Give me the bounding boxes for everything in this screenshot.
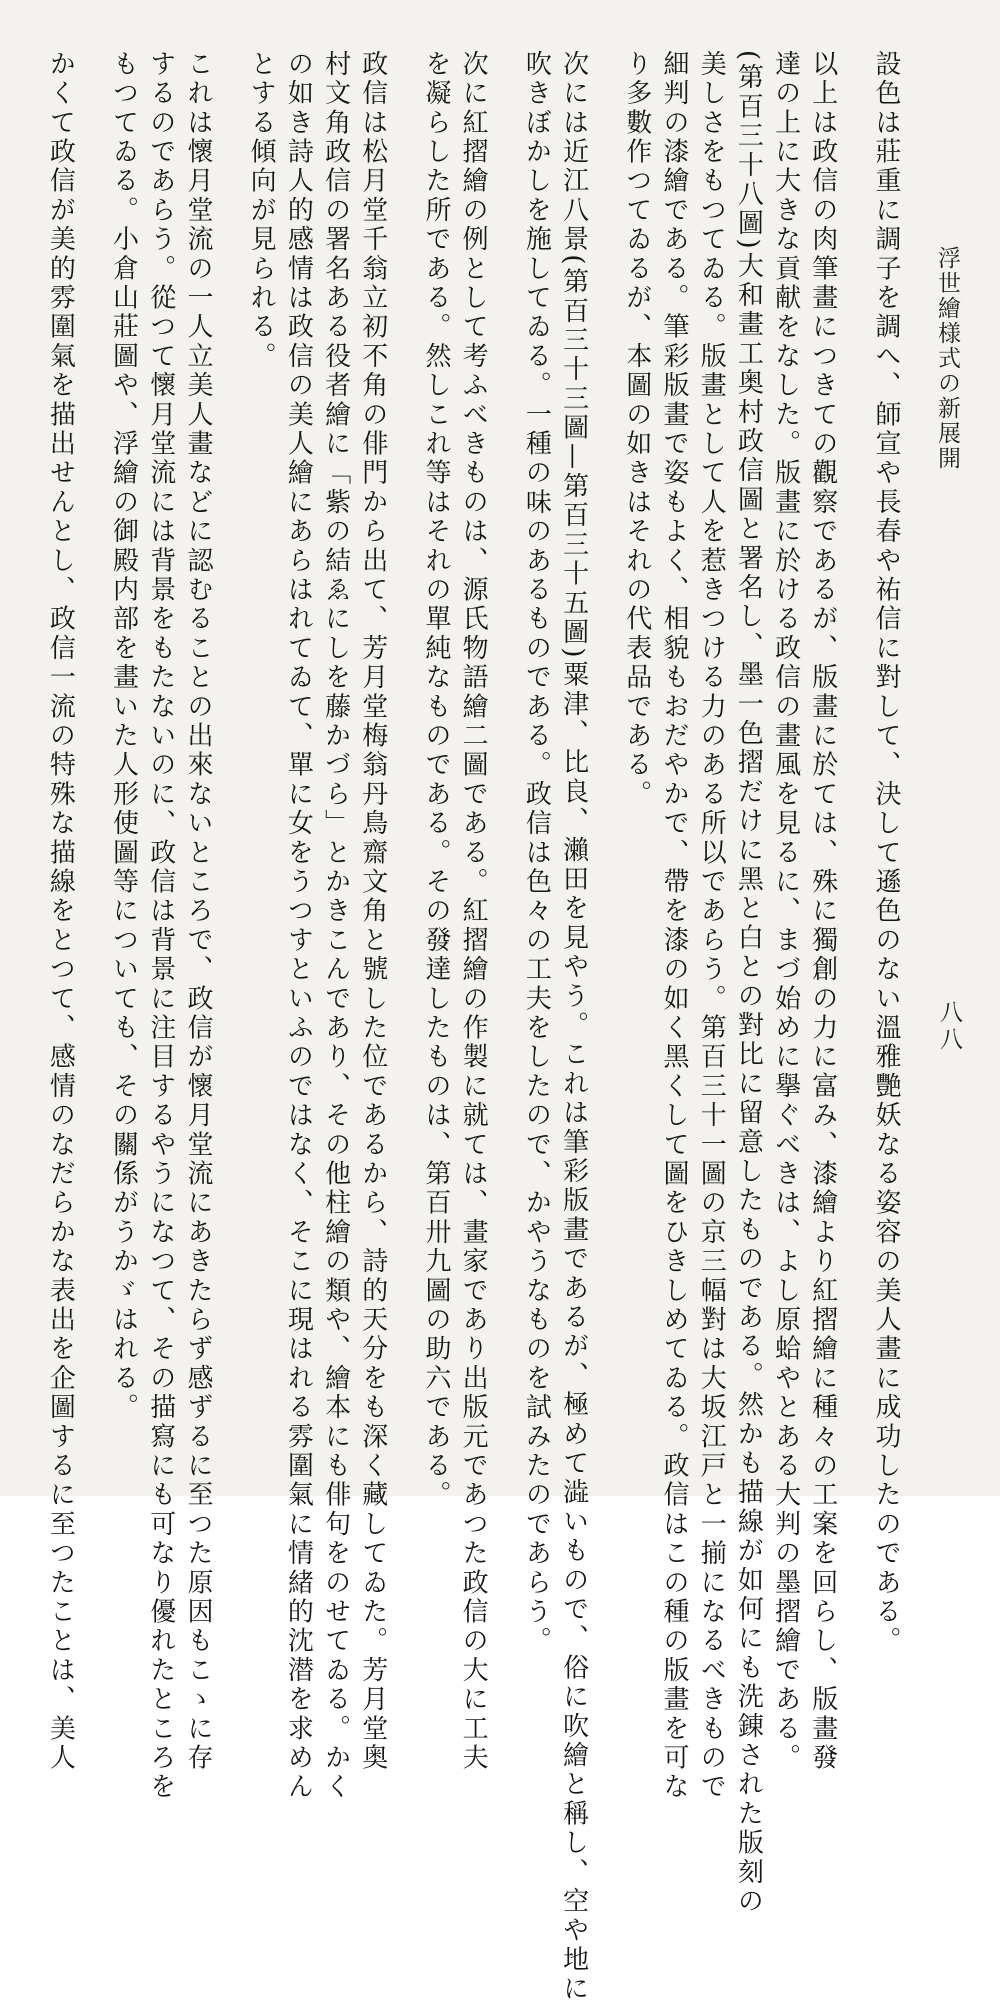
text-column: 設色は莊重に調子を調へ、師宣や長春や祐信に對して、決して遜色のない溫雅艷妖なる姿容の美人畫に成功したのである。 <box>871 50 901 1656</box>
body-text <box>45 50 904 2004</box>
page-number: 八八 <box>936 1000 962 1054</box>
text-column: 細判の漆繪である。筆彩版畫で姿もよく、相貌もおだやかで、帶を漆の如く黑くして圖をひきしめてゐる。政信はこの種の版畫を可な <box>658 50 689 1802</box>
text-column: するのであらう。從つて懷月堂流には背景をもたないのに、政信は背景に注目するやうになつて、その描寫にも可なり優れたところを <box>145 50 176 1802</box>
text-column: 政信は松月堂千翁立初不角の俳門から出て、芳月堂梅翁丹鳥齋文角と號した位であるから、詩的天分をも深く藏してゐた。芳月堂奥 <box>357 50 388 1773</box>
text-column: り多數作つてゐるが、本圖の如きはそれの代表品である。 <box>621 50 652 810</box>
text-column: 吹きぼかしを施してゐる。一種の味のあるものである。政信は色々の工夫をしたので、かやうなものを試みたのであらう。 <box>521 50 552 1656</box>
text-column: 次には近江八景(第百三十三圖—第百三十五圖)粟津、比良、瀨田を見やう。これは筆彩版畫であるが、極めて澁いもので、俗に吹繪と稱し、空や地に <box>558 50 589 2004</box>
text-column: 村文角政信の署名ある役者繪に「紫の結ゑにしを藤かづら」とかきこんであり、その他柱繪の類や、繪本にも俳句をのせてゐる。かく <box>320 50 351 1802</box>
text-column: これは懷月堂流の一人立美人畫などに認むることの出來ないところで、政信が懷月堂流にあきたらず感ずるに至つた原因もこゝに存 <box>182 50 213 1773</box>
text-column: 達の上に大きな貢献をなした。版畫に於ける政信の畫風を見るに、まづ始めに擧ぐべきは、よし原蛤やとある大判の墨摺繪である。 <box>770 50 801 1773</box>
text-column: の如き詩人的感情は政信の美人繪にあらはれてゐて、單に女をうつすといふのではなく、そこに現はれる雰圍氣に情緒的沈潜を求めん <box>283 50 314 1802</box>
running-title: 浮世繪様式の新展開 <box>934 246 960 471</box>
text-column: 美しさをもつてゐる。版畫として人を惹きつける力のある所以であらう。第百三十一圖の京三幅對は大坂江戸と一揃になるべきもので <box>696 50 727 1802</box>
text-column: 以上は政信の肉筆畫につきての觀察であるが、版畫に於ては、殊に獨創の力に富み、漆繪より紅摺繪に種々の工案を回らし、版畫發 <box>807 50 838 1773</box>
text-column: もつてゐる。小倉山莊圖や、浮繪の御殿内部を畫いた人形使圖等についても、その關係がうかゞはれる。 <box>108 50 139 1423</box>
text-column: 次に紅摺繪の例として考ふべきものは、源氏物語繪二圖である。紅摺繪の作製に就ては、畫家であり出版元であつた政信の大に工夫 <box>458 50 489 1773</box>
text-column: かくて政信が美的雰圍氣を描出せんとし、政信一流の特殊な描線をとつて、感情のなだらかな表出を企圖するに至つたことは、美人 <box>45 50 76 1773</box>
text-column: (第百三十八圖)大和畫工奥村政信圖と署名し、墨一色摺だけに黑と白との對比に留意したものである。然かも描線が如何にも洗錬された版刻の <box>733 50 764 1917</box>
text-column: とする傾向が見られる。 <box>246 50 277 372</box>
text-column: を凝らした所である。然しこれ等はそれの單純なものである。その發達したものは、第百卅九圖の助六である。 <box>420 50 451 1510</box>
